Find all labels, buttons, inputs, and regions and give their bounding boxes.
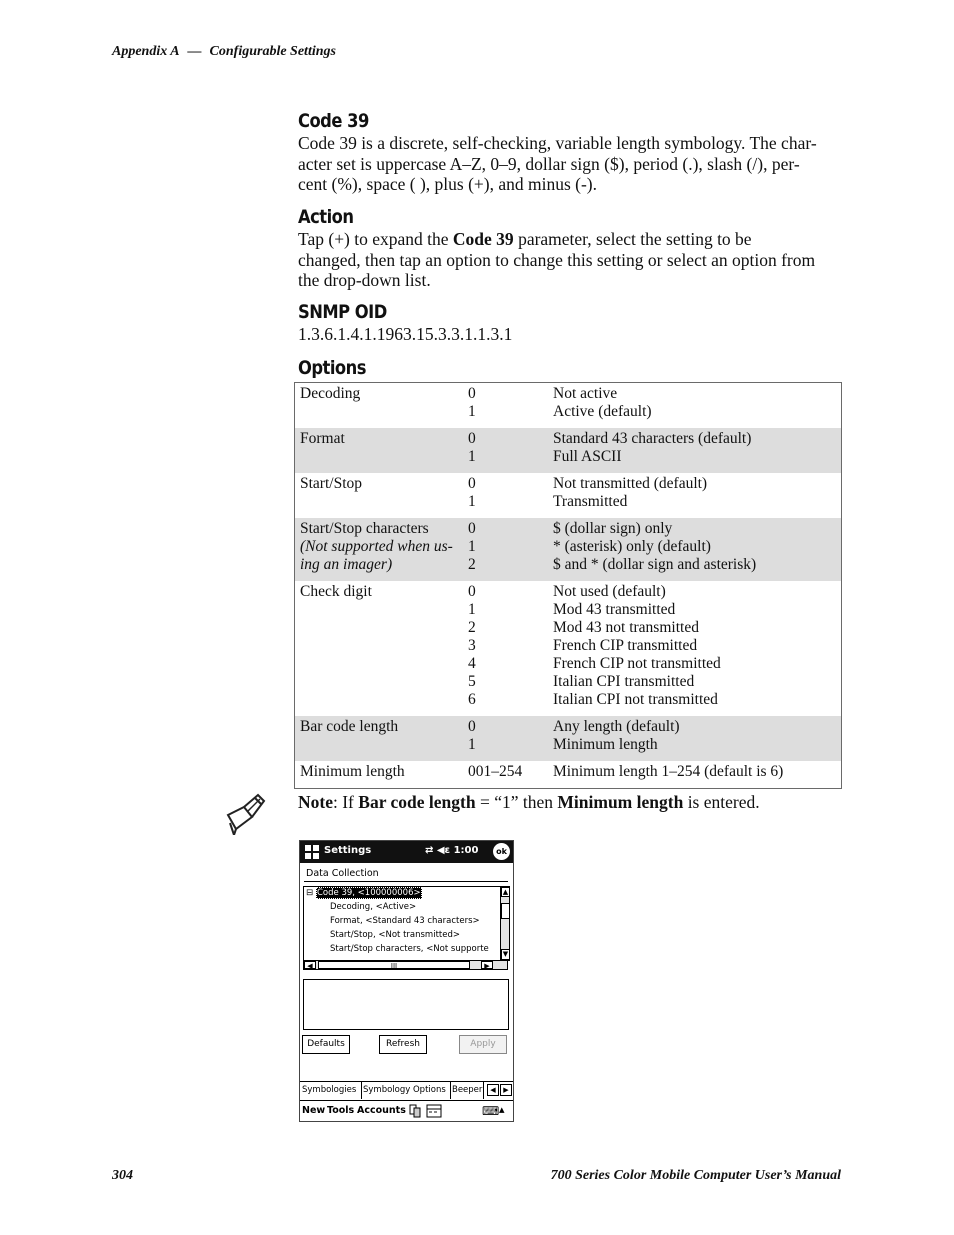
note-pencil-icon bbox=[222, 793, 266, 835]
tree-item-code39[interactable] bbox=[316, 888, 422, 898]
option-value: 0 bbox=[468, 718, 476, 735]
scroll-thumb[interactable] bbox=[501, 903, 510, 919]
option-descriptions-cell bbox=[553, 761, 842, 789]
header-title: Configurable Settings bbox=[209, 44, 336, 59]
option-descriptions-cell bbox=[553, 383, 842, 429]
option-value: 0 bbox=[468, 520, 476, 537]
note-segment: is entered. bbox=[683, 792, 760, 812]
header-dash: — bbox=[187, 44, 202, 59]
option-value: 1 bbox=[468, 493, 476, 510]
input-menu-icon[interactable]: ▴ bbox=[499, 1103, 505, 1116]
option-description: Minimum length bbox=[553, 736, 658, 753]
tab-left-icon[interactable]: ◀ bbox=[487, 1084, 499, 1096]
tree-item-start-stop-chars[interactable]: Start/Stop characters, <Not supporte bbox=[330, 944, 489, 954]
option-name-cell bbox=[295, 518, 469, 581]
option-value: 1 bbox=[468, 448, 476, 465]
tree-item-label: Code 39, <100000006> bbox=[317, 888, 421, 898]
option-note: ing an imager) bbox=[300, 556, 393, 573]
code39-line-3: cent (%), space ( ), plus (+), and minus (-). bbox=[298, 174, 598, 194]
option-description: Minimum length 1–254 (default is 6) bbox=[553, 763, 784, 780]
option-name: Decoding bbox=[300, 385, 361, 402]
option-name: Format bbox=[300, 430, 345, 447]
options-table bbox=[294, 382, 842, 789]
option-description: Transmitted bbox=[553, 493, 628, 510]
option-value: 0 bbox=[468, 385, 476, 402]
action-code39-bold: Code 39 bbox=[452, 229, 514, 249]
option-value: 2 bbox=[468, 556, 476, 573]
note-segment: = “1” then bbox=[475, 792, 558, 812]
option-value: 1 bbox=[468, 403, 476, 420]
option-description: * (asterisk) only (default) bbox=[553, 538, 711, 555]
option-description: $ (dollar sign) only bbox=[553, 520, 673, 537]
option-note: (Not supported when us- bbox=[300, 538, 453, 555]
tree-item-format[interactable]: Format, <Standard 43 characters> bbox=[330, 916, 480, 926]
note-segment: : If bbox=[332, 792, 359, 812]
tree-item-start-stop[interactable]: Start/Stop, <Not transmitted> bbox=[330, 930, 460, 940]
options-heading: Options bbox=[298, 357, 366, 379]
option-value: 1 bbox=[468, 538, 476, 555]
code39-line-1: Code 39 is a discrete, self-checking, variable length symbology. The char- bbox=[298, 133, 817, 153]
option-description: French CIP not transmitted bbox=[553, 655, 721, 672]
option-name-cell bbox=[295, 383, 469, 429]
keyboard-icon[interactable]: ⌨ bbox=[482, 1104, 500, 1118]
option-description: Not used (default) bbox=[553, 583, 666, 600]
action-line-3: the drop-down list. bbox=[298, 270, 431, 290]
option-value: 3 bbox=[468, 637, 476, 654]
running-header bbox=[112, 44, 336, 60]
tab-right-icon[interactable]: ▶ bbox=[500, 1084, 512, 1096]
tab-symbology-options[interactable]: Symbology Options bbox=[361, 1082, 451, 1099]
note-bar-code-length: Bar code length bbox=[358, 792, 476, 812]
header-appendix: Appendix A bbox=[112, 44, 180, 59]
section-divider bbox=[304, 881, 508, 882]
option-descriptions-cell bbox=[553, 581, 842, 716]
code39-line-2: acter set is uppercase A–Z, 0–9, dollar sign ($), period (.), slash (/), per- bbox=[298, 153, 800, 174]
windows-start-icon[interactable] bbox=[304, 844, 320, 860]
tab-symbologies[interactable]: Symbologies bbox=[300, 1082, 362, 1099]
option-name-cell bbox=[295, 581, 469, 716]
option-value: 1 bbox=[468, 736, 476, 753]
option-description: Mod 43 transmitted bbox=[553, 601, 676, 618]
settings-tree[interactable] bbox=[303, 886, 510, 961]
option-descriptions-cell bbox=[553, 518, 842, 581]
action-text: Tap (+) to expand the bbox=[298, 229, 453, 249]
option-description: $ and * (dollar sign and asterisk) bbox=[553, 556, 757, 573]
option-value: 0 bbox=[468, 430, 476, 447]
pda-status: ⇄ ◀ε 1:00 bbox=[425, 845, 479, 856]
collapse-icon[interactable]: ⊟ bbox=[306, 888, 314, 898]
scroll-up-icon[interactable]: ▲ bbox=[502, 888, 509, 896]
option-name-cell bbox=[295, 428, 469, 473]
options-row bbox=[295, 428, 842, 473]
action-text: parameter, select the setting to be bbox=[513, 229, 752, 249]
apply-button[interactable]: Apply bbox=[459, 1035, 507, 1054]
vertical-scrollbar[interactable] bbox=[500, 887, 510, 960]
option-descriptions-cell bbox=[553, 716, 842, 761]
manual-title: 700 Series Color Mobile Computer User’s Manual bbox=[550, 1168, 841, 1183]
option-descriptions-cell bbox=[553, 473, 842, 518]
menu-tools[interactable]: Tools bbox=[327, 1105, 355, 1116]
menu-new[interactable]: New bbox=[302, 1105, 326, 1116]
option-description: Not active bbox=[553, 385, 618, 402]
option-description: Mod 43 not transmitted bbox=[553, 619, 699, 636]
option-value: 5 bbox=[468, 673, 476, 690]
options-row bbox=[295, 383, 842, 429]
menu-accounts[interactable]: Accounts bbox=[357, 1105, 406, 1116]
option-name-cell bbox=[295, 473, 469, 518]
option-description: Italian CPI not transmitted bbox=[553, 691, 718, 708]
option-name-cell bbox=[295, 761, 469, 789]
option-value: 001–254 bbox=[468, 763, 523, 780]
option-name: Check digit bbox=[300, 583, 372, 600]
option-value: 4 bbox=[468, 655, 476, 672]
options-row bbox=[295, 581, 842, 716]
option-description: Any length (default) bbox=[553, 718, 680, 735]
note-text bbox=[298, 792, 760, 813]
action-description bbox=[298, 229, 843, 291]
note-label: Note bbox=[298, 792, 333, 812]
option-descriptions-cell bbox=[553, 428, 842, 473]
note-minimum-length: Minimum length bbox=[557, 792, 684, 812]
option-values-cell bbox=[468, 761, 553, 789]
horizontal-scrollbar[interactable] bbox=[303, 960, 508, 970]
scroll-right-icon[interactable]: ▶ bbox=[481, 961, 493, 969]
option-values-cell bbox=[468, 716, 553, 761]
option-values-cell bbox=[468, 473, 553, 518]
ok-button[interactable]: ok bbox=[493, 843, 510, 860]
scroll-left-icon[interactable]: ◀ bbox=[304, 961, 316, 969]
option-edit-area[interactable] bbox=[303, 979, 509, 1030]
options-row bbox=[295, 518, 842, 581]
pda-screenshot bbox=[299, 840, 514, 1122]
option-value: 2 bbox=[468, 619, 476, 636]
option-name: Start/Stop bbox=[300, 475, 363, 492]
option-description: Italian CPI transmitted bbox=[553, 673, 695, 690]
snmp-value: 1.3.6.1.4.1.1963.15.3.3.1.1.3.1 bbox=[298, 324, 513, 344]
options-row bbox=[295, 473, 842, 518]
option-value: 6 bbox=[468, 691, 476, 708]
tab-strip bbox=[300, 1081, 513, 1100]
action-line-2: changed, then tap an option to change this setting or select an option from bbox=[298, 249, 816, 270]
option-value: 0 bbox=[468, 475, 476, 492]
page-number: 304 bbox=[112, 1168, 133, 1183]
refresh-button[interactable]: Refresh bbox=[379, 1035, 427, 1054]
option-values-cell bbox=[468, 383, 553, 429]
option-description: French CIP transmitted bbox=[553, 637, 698, 654]
option-name: Bar code length bbox=[300, 718, 399, 735]
pda-title-bar bbox=[300, 841, 513, 863]
option-description: Full ASCII bbox=[553, 448, 622, 465]
action-line-1 bbox=[298, 229, 843, 250]
option-values-cell bbox=[468, 581, 553, 716]
option-values-cell bbox=[468, 428, 553, 473]
defaults-button[interactable]: Defaults bbox=[302, 1035, 350, 1054]
calendar-icon[interactable] bbox=[426, 1104, 442, 1121]
code39-description bbox=[298, 133, 843, 195]
sync-icon[interactable] bbox=[408, 1104, 422, 1121]
option-description: Standard 43 characters (default) bbox=[553, 430, 752, 447]
pda-title: Settings bbox=[324, 845, 372, 856]
option-name: Start/Stop characters bbox=[300, 520, 429, 537]
option-name-cell bbox=[295, 716, 469, 761]
scroll-down-icon[interactable]: ▼ bbox=[502, 950, 509, 958]
tree-item-decoding[interactable]: Decoding, <Active> bbox=[330, 902, 417, 912]
hscroll-thumb[interactable]: III bbox=[318, 961, 470, 969]
options-row bbox=[295, 761, 842, 789]
snmp-heading: SNMP OID bbox=[298, 301, 387, 323]
option-values-cell bbox=[468, 518, 553, 581]
option-value: 0 bbox=[468, 583, 476, 600]
option-description: Not transmitted (default) bbox=[553, 475, 708, 492]
tab-beeper[interactable]: Beeper bbox=[450, 1082, 484, 1099]
section-title: Data Collection bbox=[306, 868, 379, 879]
option-description: Active (default) bbox=[553, 403, 652, 420]
options-row bbox=[295, 716, 842, 761]
code39-heading: Code 39 bbox=[298, 110, 369, 132]
option-name: Minimum length bbox=[300, 763, 405, 780]
menu-bar bbox=[300, 1100, 513, 1122]
option-value: 1 bbox=[468, 601, 476, 618]
action-heading: Action bbox=[298, 206, 354, 228]
